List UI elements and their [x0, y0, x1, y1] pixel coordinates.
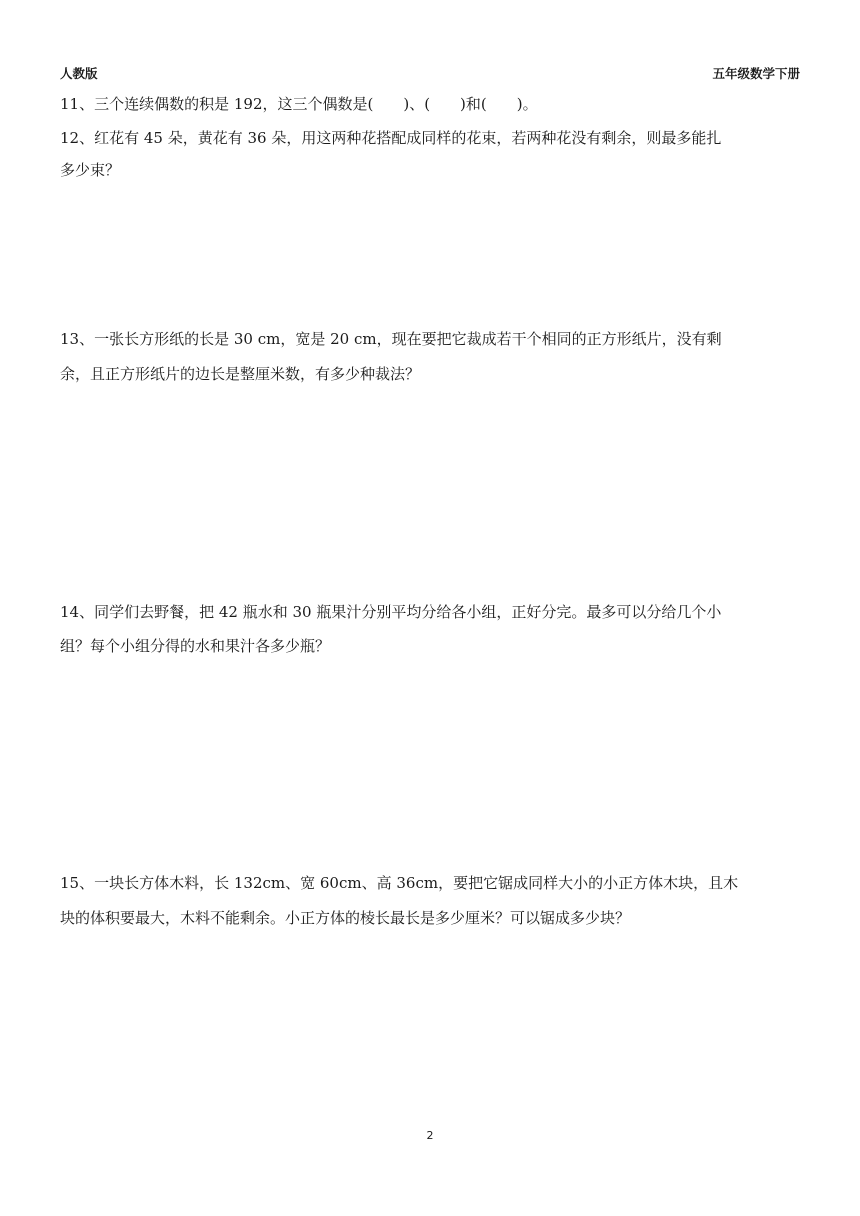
publisher-label: 人教版 — [60, 66, 98, 81]
question-text-line: 余，且正方形纸片的边长是整厘米数，有多少种裁法？ — [60, 365, 421, 383]
question-text-line: 14、同学们去野餐，把 42 瓶水和 30 瓶果汁分别平均分给各小组，正好分完。最多可以分给几个小 — [60, 603, 722, 621]
question-text-line: 组？每个小组分得的水和果汁各多少瓶？ — [60, 637, 331, 655]
page-number: 2 — [426, 1129, 434, 1142]
question-text-line: 块的体积要最大，木料不能剩余。小正方体的棱长最长是多少厘米？可以锯成多少块？ — [60, 909, 631, 927]
question-text-line: 13、一张长方形纸的长是 30 cm，宽是 20 cm，现在要把它裁成若干个相同的正方形纸片，没有剩 — [60, 330, 722, 348]
question-text-line: 11、三个连续偶数的积是 192，这三个偶数是( )、( )和( )。 — [60, 95, 538, 113]
question-text-line: 15、一块长方体木料，长 132cm、宽 60cm、高 36cm，要把它锯成同样大小的小正方体木块，且木 — [60, 874, 739, 892]
question-text-line: 12、红花有 45 朵，黄花有 36 朵，用这两种花搭配成同样的花束，若两种花没有剩余，则最多能扎 — [60, 129, 722, 147]
question-text-line: 多少束？ — [60, 161, 121, 179]
grade-book-label: 五年级数学下册 — [712, 66, 800, 81]
